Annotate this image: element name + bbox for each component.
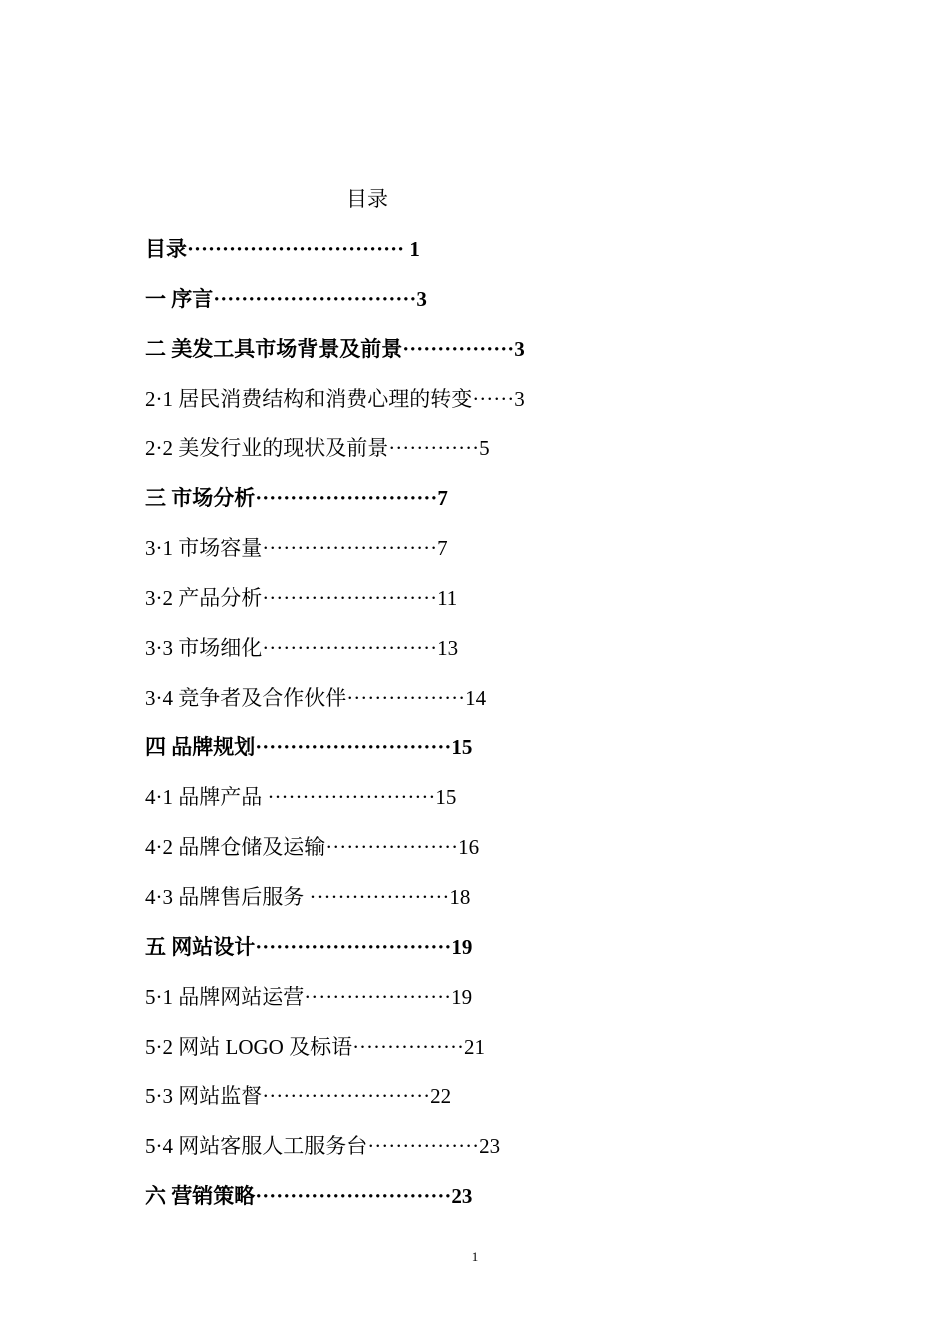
toc-entry: 5·4 网站客服人工服务台················23 — [145, 1134, 501, 1159]
toc-entry: 5·1 品牌网站运营·····················19 — [145, 984, 473, 1009]
toc-entry: 目录······························· 1 — [145, 237, 420, 261]
toc-entry: 3·4 竞争者及合作伙伴·················14 — [145, 685, 487, 710]
table-of-contents — [145, 234, 845, 1231]
toc-entry: 2·1 居民消费结构和消费心理的转变······3 — [145, 386, 525, 411]
toc-entry: 3·2 产品分析·························11 — [145, 585, 458, 610]
toc-heading: 目录 — [346, 187, 388, 211]
page-number: 1 — [471, 1249, 479, 1264]
toc-entry: 一 序言·····························3 — [145, 286, 427, 311]
toc-entry: 2·2 美发行业的现状及前景·············5 — [145, 436, 490, 461]
toc-entry: 三 市场分析··························7 — [145, 486, 448, 511]
toc-entry: 五 网站设计····························19 — [145, 934, 473, 959]
toc-entry: 5·2 网站 LOGO 及标语················21 — [145, 1034, 485, 1059]
toc-entry: 4·2 品牌仓储及运输···················16 — [145, 835, 480, 860]
toc-entry: 3·3 市场细化·························13 — [145, 635, 459, 660]
toc-entry: 3·1 市场容量·························7 — [145, 536, 448, 561]
toc-entry: 5·3 网站监督························22 — [145, 1084, 452, 1109]
toc-entry: 六 营销策略····························23 — [145, 1184, 473, 1209]
toc-entry: 四 品牌规划····························15 — [145, 735, 473, 760]
toc-entry: 二 美发工具市场背景及前景················3 — [145, 336, 525, 361]
toc-entry: 4·3 品牌售后服务 ····················18 — [145, 884, 471, 909]
toc-entry: 4·1 品牌产品 ························15 — [145, 785, 457, 810]
